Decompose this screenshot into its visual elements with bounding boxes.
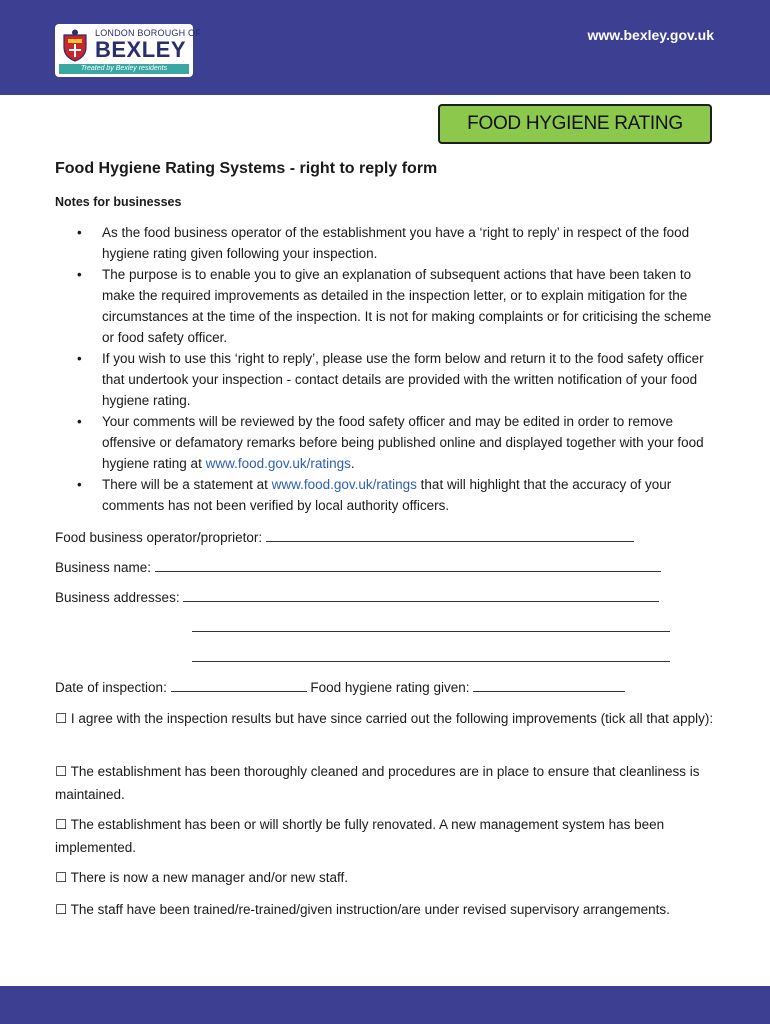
new-manager-checkbox[interactable]: ☐ There is now a new manager and/or new staff.: [55, 870, 349, 885]
address-input-line-2[interactable]: [192, 619, 670, 632]
note-item: [55, 474, 715, 516]
crest-icon: [61, 29, 89, 62]
note-text: If you wish to use this ‘right to reply’, please use the form below and return it to the food safety officer that undertook your inspection - contact details are provided with the written notification of your food hygiene rating.: [102, 351, 704, 408]
footer-bar: [0, 986, 770, 1024]
business-address-label: Business addresses:: [55, 590, 180, 605]
note-item: [55, 264, 715, 348]
logo-tagline: Treated by Bexley residents: [59, 64, 189, 74]
note-text-end: .: [350, 456, 355, 471]
header-bar: [0, 0, 770, 95]
business-name-label: Business name:: [55, 560, 152, 575]
operator-field: [55, 529, 634, 545]
badge-label: FOOD HYGIENE RATING: [467, 113, 683, 134]
note-item: [55, 222, 715, 264]
site-url-link[interactable]: www.bexley.gov.uk: [587, 27, 714, 43]
inspection-rating-field: [55, 679, 625, 695]
note-text: There will be a statement at: [102, 477, 272, 492]
operator-input-line[interactable]: [266, 529, 634, 542]
ratings-link[interactable]: www.food.gov.uk/ratings: [271, 477, 417, 492]
notes-heading: Notes for businesses: [55, 195, 182, 209]
note-text: As the food business operator of the establishment you have a ‘right to reply’ in respect of the food hygiene rating given following your inspection.: [102, 225, 690, 261]
note-item: [55, 411, 715, 474]
note-text: The purpose is to enable you to give an explanation of subsequent actions that have been taken to make the required improvements as detailed in the inspection letter, or to explain mitigation for the circumstances at the time of the inspection. It is not for making complaints or for criticising the scheme or food safety officer.: [102, 267, 712, 345]
business-name-input-line[interactable]: [155, 559, 661, 572]
address-input-line-1[interactable]: [183, 589, 659, 602]
bexley-logo[interactable]: [55, 24, 201, 77]
ratings-link[interactable]: www.food.gov.uk/ratings: [205, 456, 351, 471]
logo-name-text: BEXLEY: [95, 37, 187, 62]
logo-borough-text: LONDON BOROUGH OF: [95, 28, 201, 38]
food-hygiene-rating-badge: [438, 104, 712, 144]
notes-list: [55, 222, 715, 516]
business-name-field: [55, 559, 661, 575]
note-text: Your comments will be reviewed by the food safety officer and may be edited in order to remove offensive or defamatory remarks before being published online and displayed together with your food hygiene rating at: [102, 414, 704, 471]
inspection-date-label: Date of inspection:: [55, 680, 167, 695]
renovated-checkbox[interactable]: ☐ The establishment has been or will shortly be fully renovated. A new management system has been implemented.: [55, 817, 665, 855]
improvements-checkbox[interactable]: ☐ I agree with the inspection results but have since carried out the following improvements (tick all that apply):: [55, 711, 714, 726]
rating-given-label: Food hygiene rating given:: [310, 680, 470, 695]
address-line-3: [192, 649, 670, 665]
note-item: [55, 348, 715, 411]
form-title: Food Hygiene Rating Systems - right to reply form: [55, 160, 438, 177]
business-address-field: [55, 589, 659, 605]
operator-label: Food business operator/proprietor:: [55, 530, 263, 545]
address-line-2: [192, 619, 670, 635]
staff-trained-checkbox[interactable]: ☐ The staff have been trained/re-trained/given instruction/are under revised supervisory arrangements.: [55, 902, 670, 917]
cleaned-checkbox[interactable]: ☐ The establishment has been thoroughly cleaned and procedures are in place to ensure that cleanliness is maintained.: [55, 764, 700, 802]
rating-given-input-line[interactable]: [473, 679, 625, 692]
inspection-date-input-line[interactable]: [171, 679, 307, 692]
note-text-end: that will highlight that the accuracy of your comments has not been verified by local authority officers.: [102, 477, 672, 513]
address-input-line-3[interactable]: [192, 649, 670, 662]
